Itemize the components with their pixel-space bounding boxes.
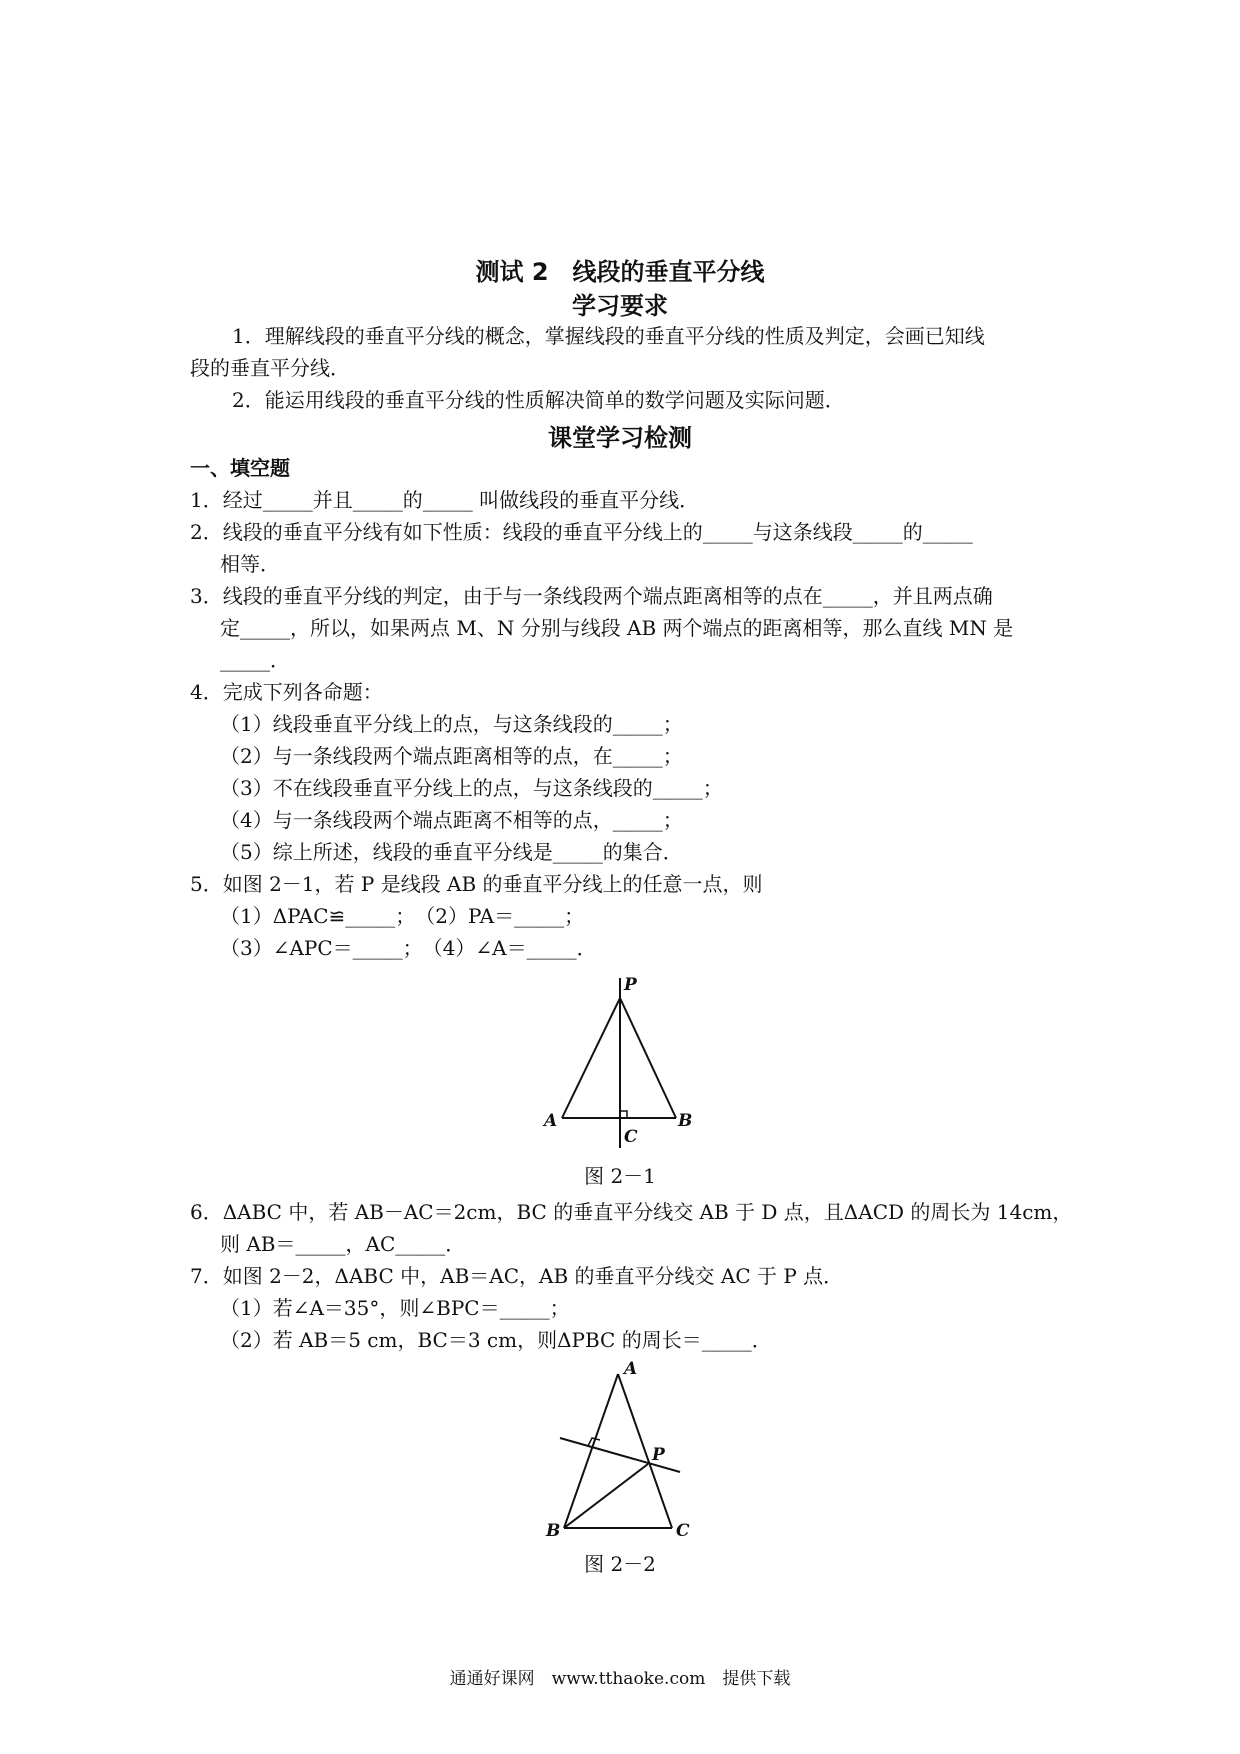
figure-2-2	[540, 1360, 700, 1540]
question-7: 7．如图 2－2，ΔABC 中，AB＝AC，AB 的垂直平分线交 AC 于 P 点．	[190, 1264, 844, 1288]
label-c: C	[676, 1521, 690, 1540]
figure-2-1-caption: 图 2－1	[584, 1164, 656, 1188]
section-heading-requirements: 学习要求	[572, 292, 668, 320]
label-a: A	[624, 1360, 638, 1379]
question-4-item-4: （4）与一条线段两个端点距离不相等的点，_____；	[220, 808, 683, 832]
question-4-item-1: （1）线段垂直平分线上的点，与这条线段的_____；	[220, 712, 683, 736]
question-5: 5．如图 2－1，若 P 是线段 AB 的垂直平分线上的任意一点，则	[190, 872, 763, 896]
side-ab	[564, 1374, 618, 1528]
label-b: B	[546, 1521, 561, 1540]
question-6-line-1: 6．ΔABC 中，若 AB－AC＝2cm，BC 的垂直平分线交 AB 于 D 点，且ΔACD 的周长为 14cm，	[190, 1200, 1073, 1224]
question-7-line-1: （1）若∠A＝35°，则∠BPC＝_____；	[220, 1296, 570, 1320]
question-4: 4．完成下列各命题：	[190, 680, 383, 704]
part-heading-fill-blank: 一、填空题	[190, 456, 290, 480]
question-4-item-3: （3）不在线段垂直平分线上的点，与这条线段的_____；	[220, 776, 723, 800]
right-angle-mark	[620, 1111, 627, 1118]
question-4-item-5: （5）综上所述，线段的垂直平分线是_____的集合．	[220, 840, 683, 864]
question-7-line-2: （2）若 AB＝5 cm，BC＝3 cm，则ΔPBC 的周长＝_____．	[220, 1328, 772, 1352]
label-c: C	[624, 1127, 638, 1147]
requirement-2: 2．能运用线段的垂直平分线的性质解决简单的数学问题及实际问题．	[232, 388, 845, 412]
figure-2-1	[540, 970, 710, 1150]
question-3-line-1: 3．线段的垂直平分线的判定，由于与一条线段两个端点距离相等的点在_____，并且两点确	[190, 584, 993, 608]
question-2-line-2: 相等．	[220, 552, 280, 576]
label-b: B	[678, 1111, 693, 1131]
question-5-line-2: （3）∠APC＝_____； （4）∠A＝_____．	[220, 936, 597, 960]
question-3-line-3: _____．	[220, 648, 290, 672]
section-heading-check: 课堂学习检测	[548, 424, 692, 452]
page-title: 测试 2 线段的垂直平分线	[475, 258, 765, 286]
label-a: A	[544, 1111, 558, 1131]
figure-2-2-caption: 图 2－2	[584, 1552, 656, 1576]
question-3-line-2: 定_____，所以，如果两点 M、N 分别与线段 AB 两个端点的距离相等，那么直线 MN 是	[220, 616, 1014, 640]
segment-bp	[564, 1464, 648, 1528]
question-4-item-2: （2）与一条线段两个端点距离相等的点，在_____；	[220, 744, 683, 768]
question-1: 1．经过_____并且_____的_____ 叫做线段的垂直平分线．	[190, 488, 700, 512]
requirement-1-line-1: 1．理解线段的垂直平分线的概念，掌握线段的垂直平分线的性质及判定，会画已知线	[232, 324, 985, 348]
label-p: P	[624, 975, 637, 995]
requirement-1-line-2: 段的垂直平分线．	[190, 356, 350, 380]
question-5-line-1: （1）ΔPAC≌_____； （2）PA＝_____；	[220, 904, 585, 928]
side-pa	[562, 998, 620, 1118]
question-6-line-2: 则 AB＝_____，AC_____．	[220, 1232, 466, 1256]
footer-text: 通通好课网 www.tthaoke.com 提供下载	[449, 1669, 791, 1689]
side-pb	[620, 998, 676, 1118]
question-2-line-1: 2．线段的垂直平分线有如下性质：线段的垂直平分线上的_____与这条线段_____的_____	[190, 520, 973, 544]
label-p: P	[652, 1445, 665, 1465]
